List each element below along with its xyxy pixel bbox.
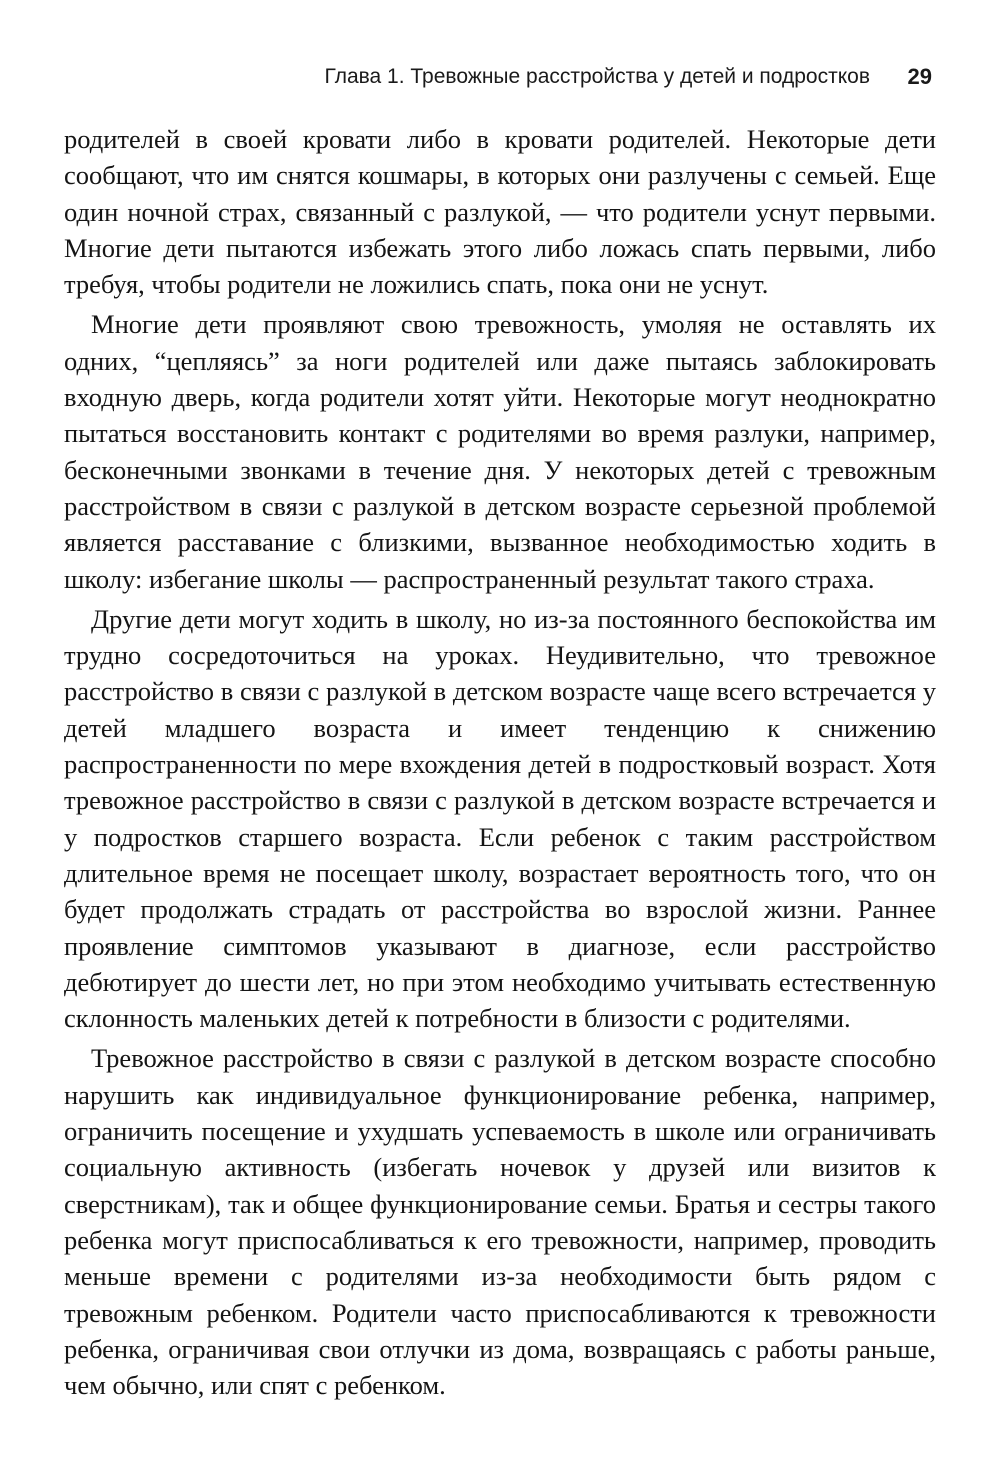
paragraph: Тревожное расстройство в связи с разлукой в детском возрасте способно нарушить как индивидуальное функционирование ребенка, например, ограничить посещение и ухудшать успеваемость в школе или ограничивать социальную активность (избегать ночевок у друзей или визитов к сверстникам), так и общее функционирование семьи. Братья и сестры такого ребенка могут приспосабливаться к его тревожности, например, проводить меньше времени с родителями из-за необходимости быть рядом с тревожным ребенком. Родители часто приспосабливаются к тревожности ребенка, ограничивая свои отлучки из дома, возвращаясь с работы раньше, чем обычно, или спят с ребенком.: [64, 1043, 936, 1401]
page-number: 29: [907, 64, 932, 89]
paragraph: Другие дети могут ходить в школу, но из-за постоянного беспокойства им трудно сосредоточиться на уроках. Неудивительно, что тревожное расстройство в связи с разлукой в детском возрасте чаще всего встречается у детей младшего возраста и имеет тенденцию к снижению распространенности по мере вхождения детей в подростковый возраст. Хотя тревожное расстройство в связи с разлукой в детском возрасте встречается и у подростков старшего возраста. Если ребенок с таким расстройством длительное время не посещает школу, возрастает вероятность того, что он будет продолжать страдать от расстройства во взрослой жизни. Раннее проявление симптомов указывают в диагнозе, если расстройство дебютирует до шести лет, но при этом необходимо учитывать естественную склонность маленьких детей к потребности в близости с родителями.: [64, 603, 936, 1034]
body-text: [64, 121, 936, 1407]
paragraph-continued: родителей в своей кровати либо в кровати родителей. Некоторые дети сообщают, что им снятся кошмары, в которых они разлучены с семьей. Еще один ночной страх, связанный с разлукой, — что родители уснут первыми. Многие дети пытаются избежать этого либо ложась спать первыми, либо требуя, чтобы родители не ложились спать, пока они не уснут.: [64, 124, 936, 300]
paragraph: Многие дети проявляют свою тревожность, умоляя не оставлять их одних, “цепляясь” за ноги родителей или даже пытаясь заблокировать входную дверь, когда родители хотят уйти. Некоторые могут неоднократно пытаться восстановить контакт с родителями во время разлуки, например, бесконечными звонками в течение дня. У некоторых детей с тревожным расстройством в связи с разлукой в детском возрасте серьезной проблемой является расставание с близкими, вызванное необходимостью ходить в школу: избегание школы — распространенный результат такого страха.: [64, 309, 936, 594]
chapter-title: Глава 1. Тревожные расстройства у детей и подростков: [324, 65, 870, 88]
running-header: [60, 62, 932, 92]
